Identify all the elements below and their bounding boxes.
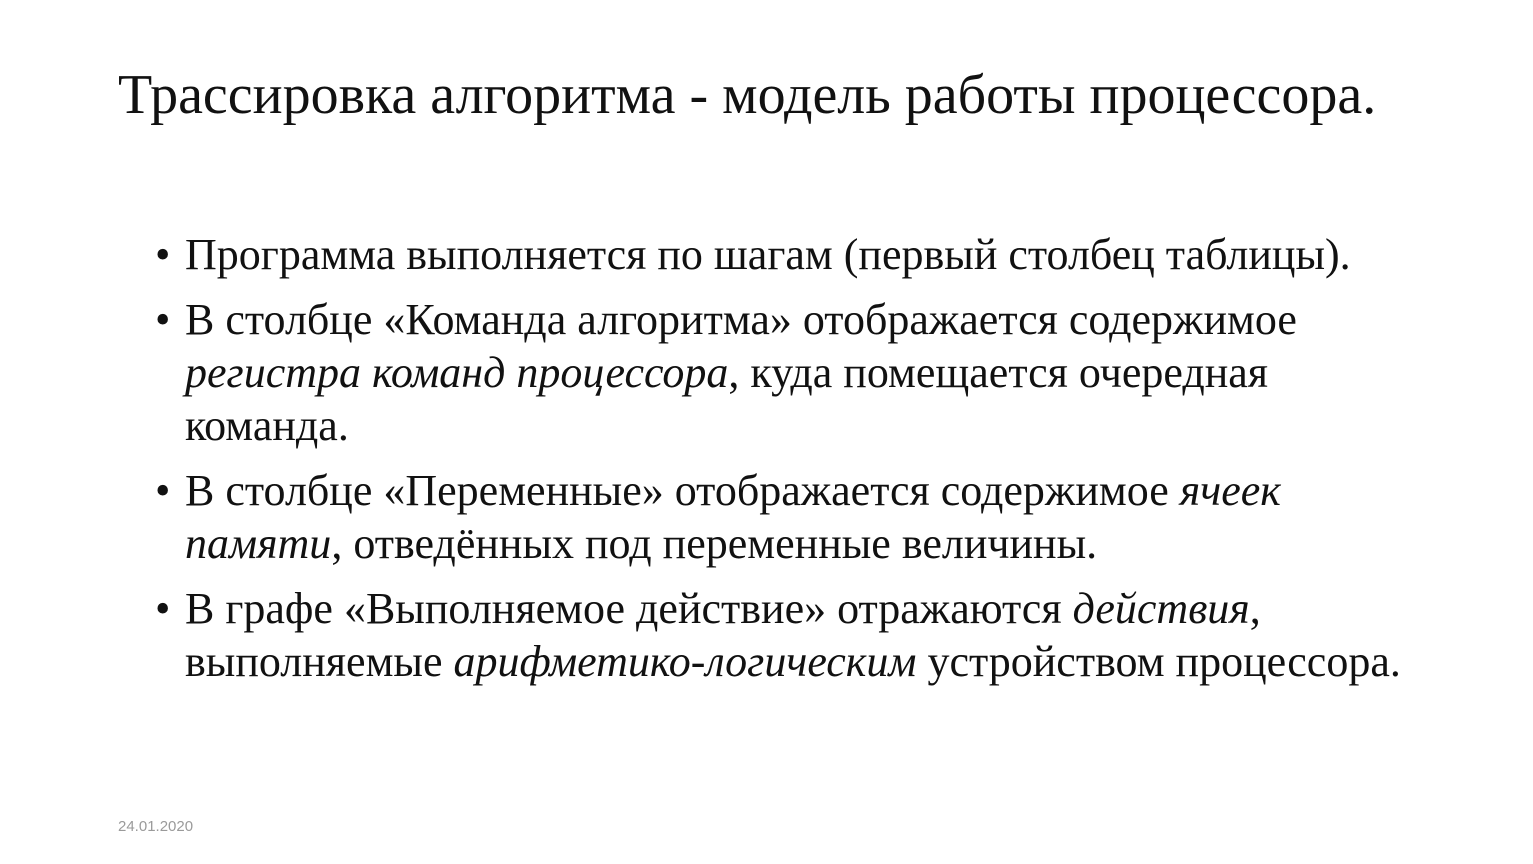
bullet-text [185,230,1351,279]
footer-date: 24.01.2020 [118,818,194,835]
bullet-text-segment: , отведённых под переменные величины. [331,519,1098,568]
bullet-text-segment: устройством процессора. [916,637,1401,686]
bullet-text-segment: , выполняемые [185,584,1261,686]
bullet-marker: • [155,230,171,279]
bullet-text [185,466,1281,568]
bullet-item [155,582,1425,688]
bullet-item [155,293,1425,452]
bullet-text-emphasis: регистра команд процессора [185,348,729,397]
bullet-text-segment: Программа выполняется по шагам (первый столбец таблицы). [185,230,1351,279]
bullet-list [155,228,1425,700]
bullet-item [155,228,1425,281]
bullet-text-segment: В столбце «Команда алгоритма» отображается содержимое [185,295,1297,344]
bullet-text-emphasis: арифметико-логическим [453,637,917,686]
bullet-text [185,584,1401,686]
bullet-text-segment: , куда помещается очередная команда. [185,348,1269,450]
bullet-marker: • [155,584,171,633]
slide-title: Трассировка алгоритма - модель работы процессора. [118,64,1377,126]
bullet-item [155,464,1425,570]
bullet-text-segment: В столбце «Переменные» отображается содержимое [185,466,1180,515]
bullet-text-emphasis: ячеек памяти [185,466,1281,568]
bullet-text [185,295,1297,450]
bullet-text-emphasis: действия [1072,584,1250,633]
bullet-marker: • [155,466,171,515]
bullet-text-segment: В графе «Выполняемое действие» отражаются [185,584,1073,633]
bullet-marker: • [155,295,171,344]
